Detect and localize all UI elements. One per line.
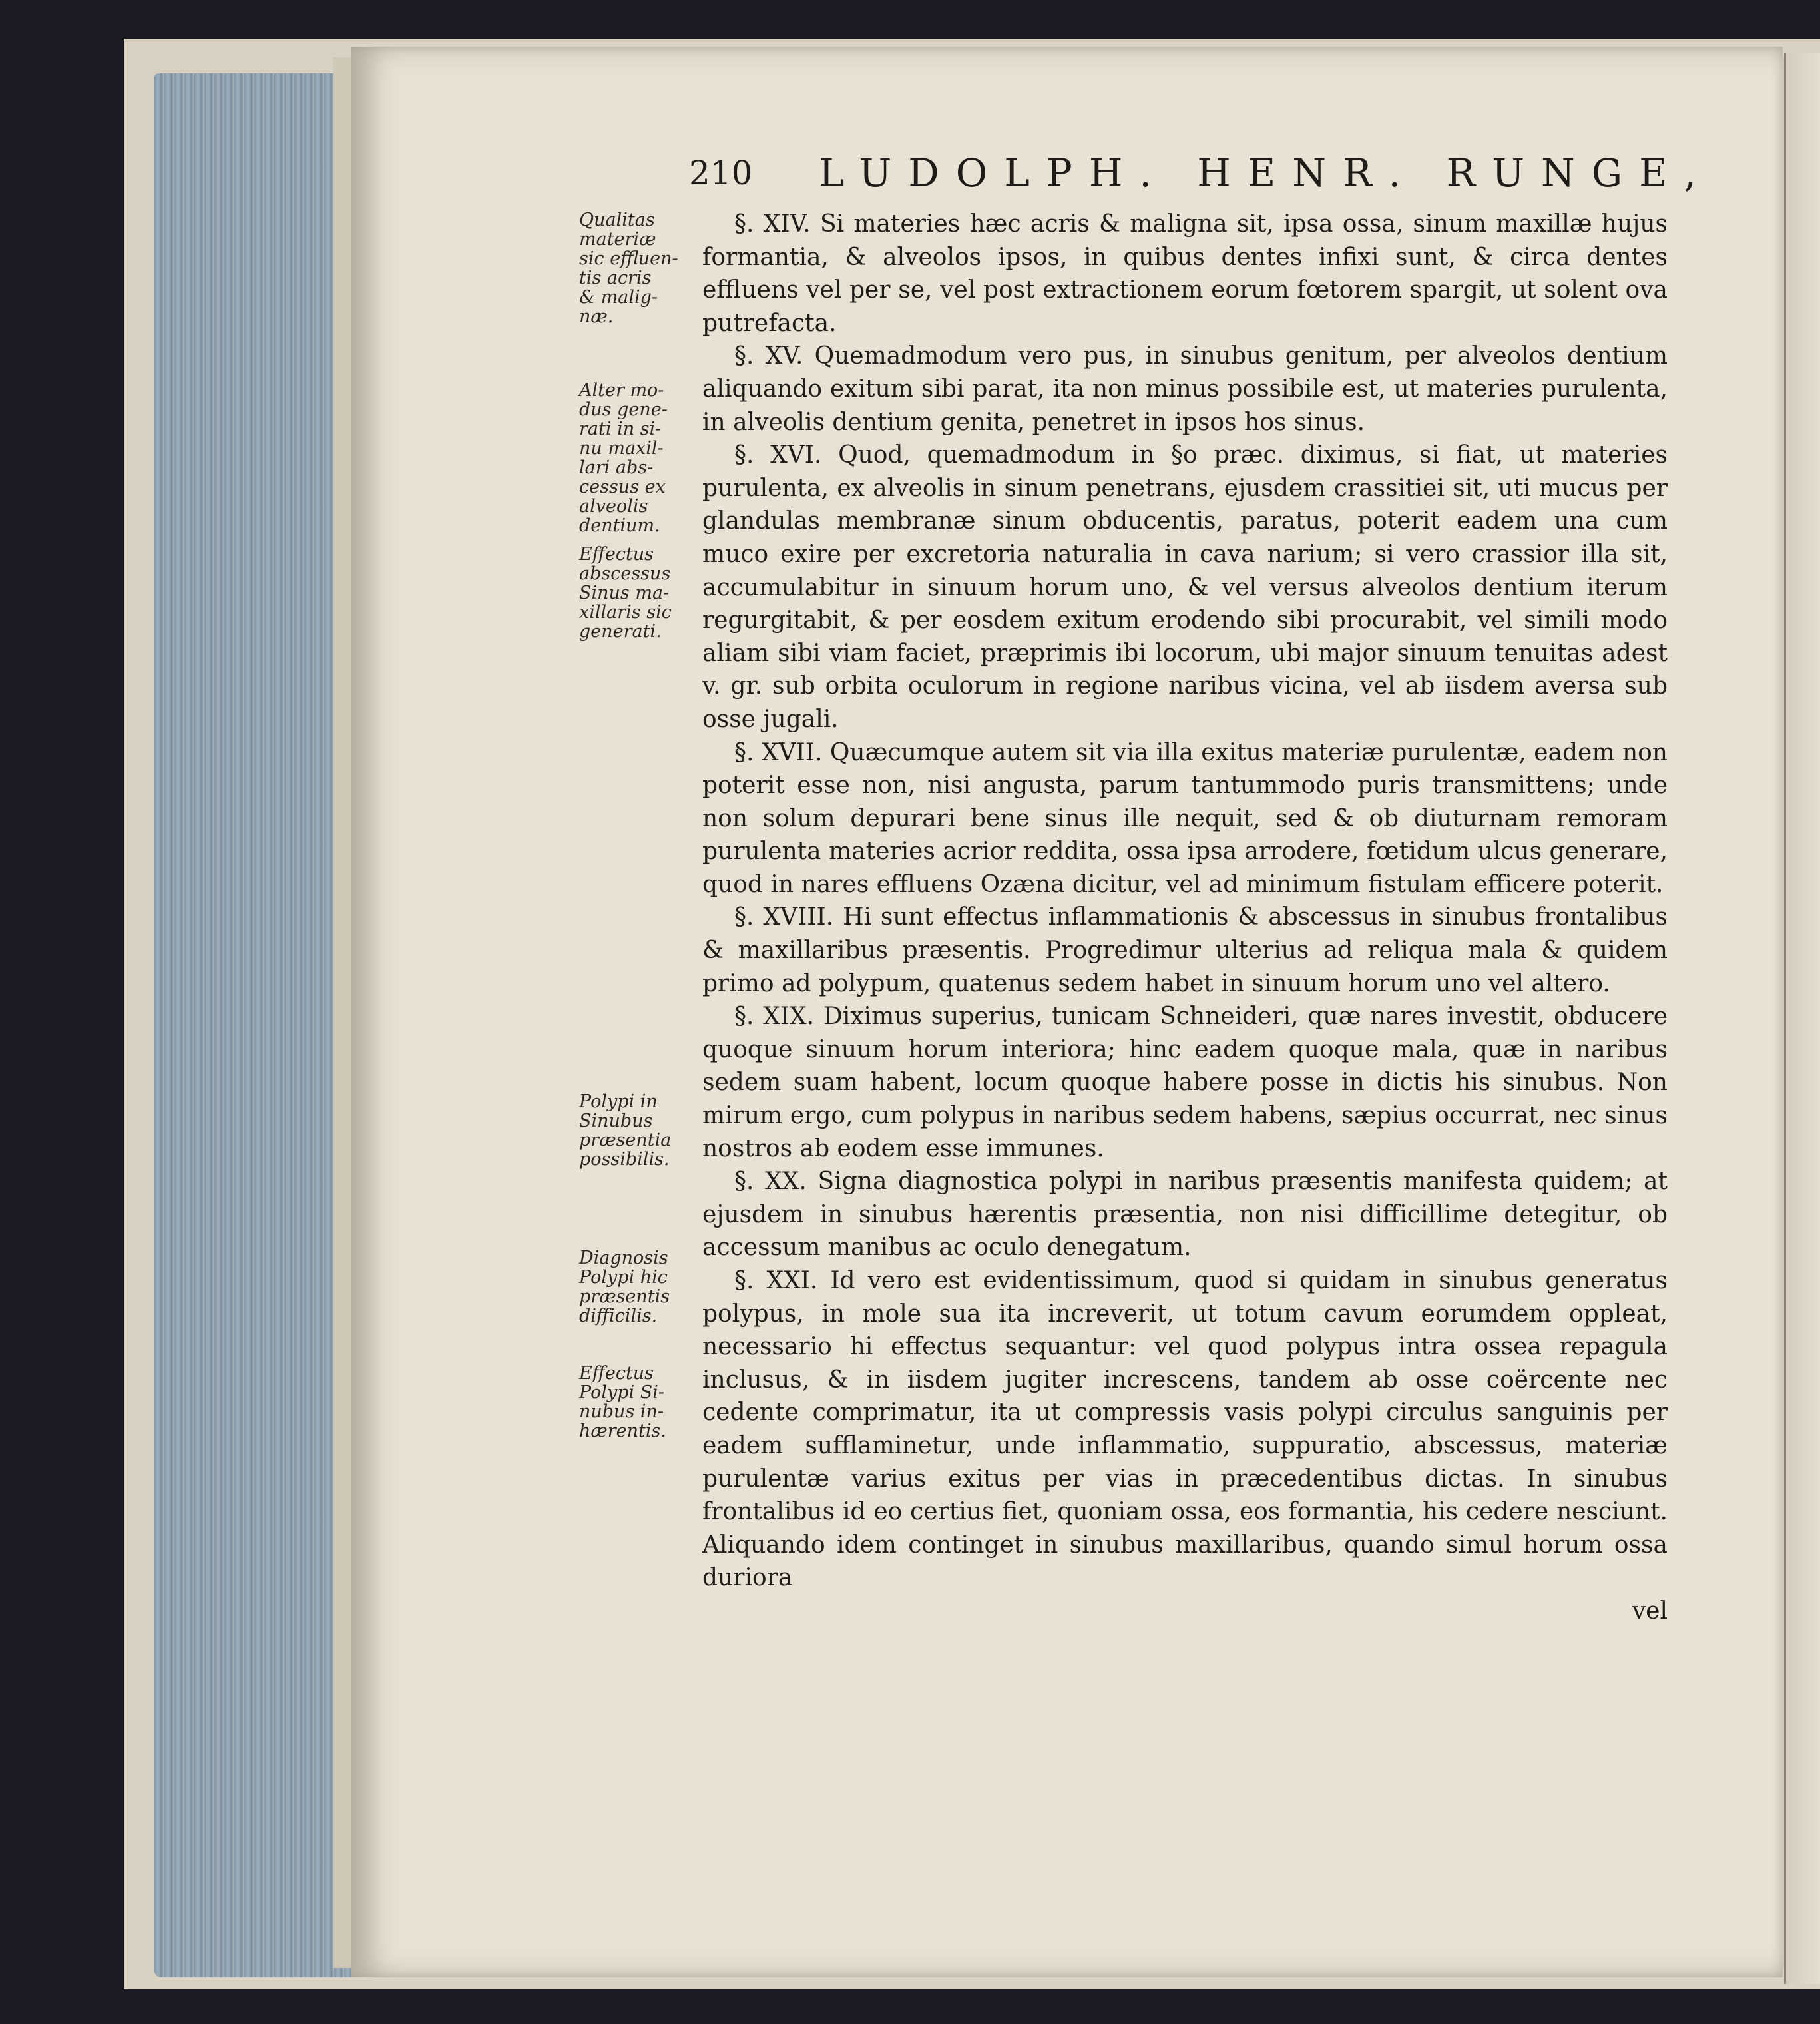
- margin-note: Alter mo- dus gene- rati in si- nu maxil- lari abs- cessus ex alveolis dentium.: [579, 380, 668, 536]
- page-number: 210: [689, 154, 753, 192]
- margin-note: Qualitas materiæ sic effluen- tis acris & malig- næ.: [579, 210, 678, 327]
- running-title: LUDOLPH. HENR. RUNGE,: [819, 150, 1713, 196]
- main-text: [702, 208, 1668, 1628]
- paragraph-xix: §. XIX. Diximus superius, tunicam Schneideri, quæ nares investit, obducere quoque sinuum horum interiora; hinc eadem quoque mala, quæ in naribus sedem suam habent, locum quoque habere posse in dictis his sinubus. Non mirum ergo, cum polypus in naribus sedem habens, sæpius occurrat, nec sinus nostros ab eodem esse immunes.: [702, 1003, 1668, 1162]
- paragraph-xviii: §. XVIII. Hi sunt effectus inflammationis & abscessus in sinubus frontalibus & maxillaribus præsentis. Progredimur ulterius ad reliqua mala & quidem primo ad polypum, quatenus sedem habet in sinuum horum uno vel altero.: [702, 903, 1668, 997]
- margin-note: Effectus abscessus Sinus ma- xillaris sic generati.: [579, 544, 672, 642]
- catchword: vel: [1632, 1597, 1668, 1625]
- margin-note: Diagnosis Polypi hic præsentis difficilis.: [579, 1248, 670, 1326]
- page-edges: [154, 73, 354, 1977]
- margin-note: Polypi in Sinubus præsentia possibilis.: [579, 1091, 672, 1170]
- paragraph-xvii: §. XVII. Quæcumque autem sit via illa exitus materiæ purulentæ, eadem non poterit esse non, nisi angusta, parum tantummodo puris transmittens; unde non solum depurari bene sinus ille nequit, sed & ob diuturnam remoram purulenta materies acrior reddita, ossa ipsa arrodere, fœtidum ulcus generare, quod in nares effluens Ozæna dicitur, vel ad minimum fistulam efficere poterit.: [702, 738, 1668, 898]
- paragraph-xvi: §. XVI. Quod, quemadmodum in §o præc. diximus, si fiat, ut materies purulenta, ex alveolis in sinum penetrans, ejusdem crassitiei sit, uti mucus per glandulas membranæ sinum obducentis, paratus, poterit eadem una cum muco exire per excretoria naturalia in cava narium; si vero crassior illa sit, accumulabitur in sinuum horum uno, & vel versus alveolos dentium iterum regurgitabit, & per eosdem exitum erodendo sibi procurabit, vel simili modo aliam sibi viam faciet, præprimis ibi locorum, ubi major sinuum tenuitas adest v. gr. sub orbita oculorum in regione naribus vicina, vel ab iisdem aversa sub osse jugali.: [702, 441, 1668, 733]
- paragraph-xx: §. XX. Signa diagnostica polypi in naribus præsentis manifesta quidem; at ejusdem in sinubus hærentis præsentia, non nisi difficillime detegitur, ob accessum manibus ac oculo denegatum.: [702, 1168, 1668, 1262]
- paragraph-xxi: §. XXI. Id vero est evidentissimum, quod si quidam in sinubus generatus polypus, in mole sua ita increverit, ut totum cavum eorumdem oppleat, necessario hi effectus sequantur: vel quod polypus intra ossea repagula inclusus, & in iisdem jugiter increscens, tandem ab osse coërcente nec cedente comprimatur, ita ut compressis vasis polypi circulus sanguinis per eadem sufflaminetur, unde inflammatio, suppuratio, abscessus, materiæ purulentæ varius exitus per vias in præcedentibus dictas. In sinubus frontalibus id eo certius fiet, quoniam ossa, eos formantia, his cedere nesciunt. Aliquando idem continget in sinubus maxillaribus, quando simul horum ossa duriora: [702, 1267, 1668, 1592]
- facing-page-edge: [1784, 53, 1820, 1984]
- margin-note: Effectus Polypi Si- nubus in- hærentis.: [579, 1363, 666, 1441]
- page-header: [689, 146, 1713, 200]
- paragraph-xiv: §. XIV. Si materies hæc acris & maligna sit, ipsa ossa, sinum maxillæ hujus formantia, & alveolos ipsos, in quibus dentes infixi sunt, & circa dentes effluens vel per se, vel post extractionem eorum fœtorem spargit, ut solent ova putrefacta.: [702, 210, 1668, 337]
- paragraph-xv: §. XV. Quemadmodum vero pus, in sinubus genitum, per alveolos dentium aliquando exitum sibi parat, ita non minus possibile est, ut materies purulenta, in alveolis dentium genita, penetret in ipsos hos sinus.: [702, 342, 1668, 436]
